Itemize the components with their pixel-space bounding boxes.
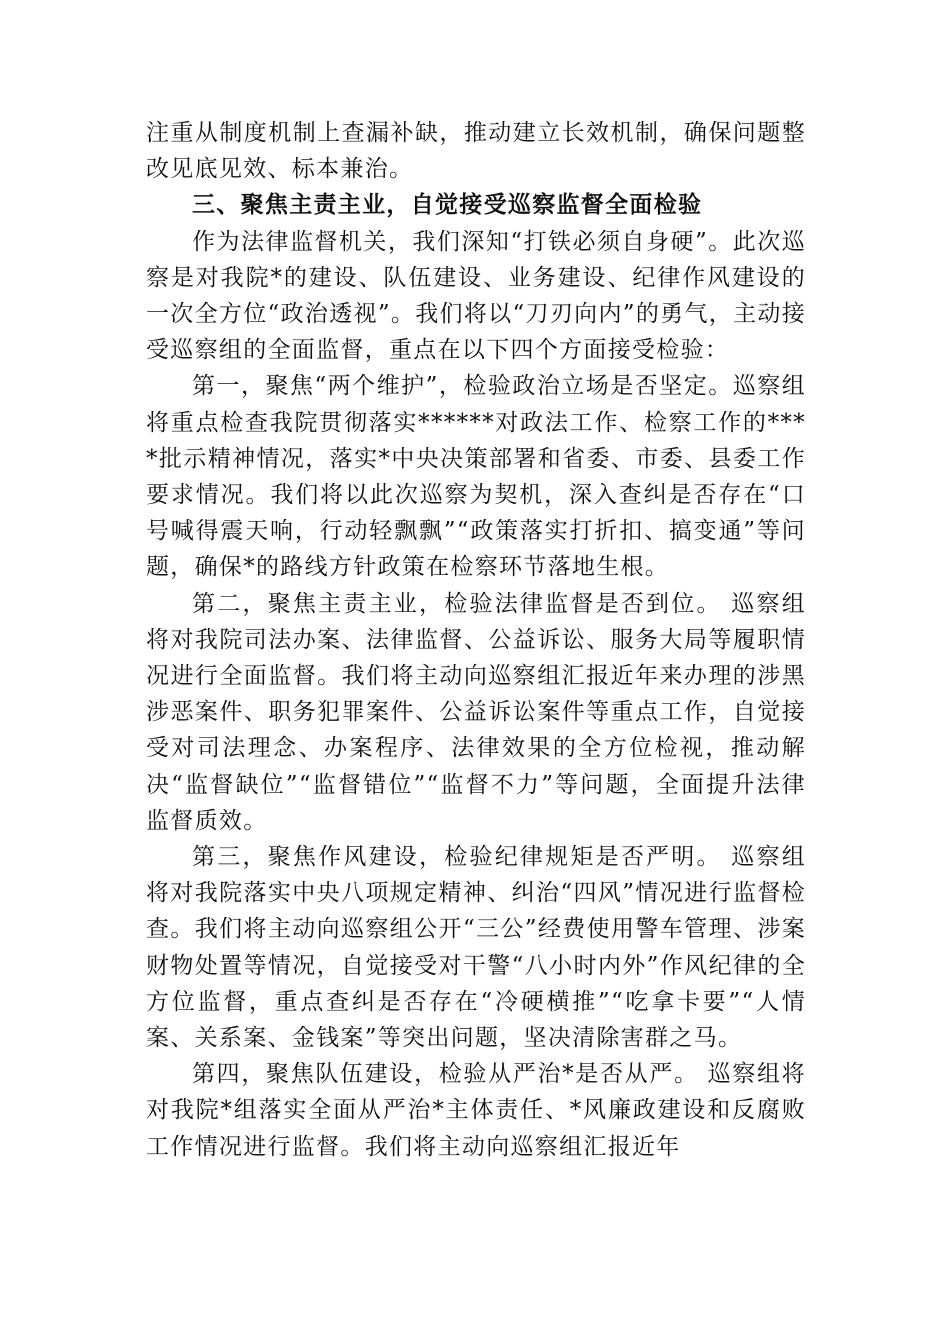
point-two-paragraph: 第二，聚焦主责主业，检验法律监督是否到位。 巡察组将对我院司法办案、法律监督、公益诉讼、服务大局等履职情况进行全面监督。我们将主动向巡察组汇报近年来办理的涉黑涉恶案件、职务犯罪案件、公益诉讼案件等重点工作，自觉接受对司法理念、办案程序、法律效果的全方位检视，推动解决“监督缺位”“监督错位”“监督不力”等问题，全面提升法律监督质效。 — [146, 590, 806, 834]
point-three-paragraph: 第三，聚焦作风建设，检验纪律规矩是否严明。 巡察组将对我院落实中央八项规定精神、纠治“四风”情况进行监督检查。我们将主动向巡察组公开“三公”经费使用警车管理、涉案财物处置等情况，自觉接受对干警“八小时内外”作风纪律的全方位监督，重点查纠是否存在“冷硬横推”“吃拿卡要”“人情案、关系案、金钱案”等突出问题，坚决清除害群之马。 — [146, 844, 806, 1052]
point-one-paragraph: 第一，聚焦“两个维护”，检验政治立场是否坚定。巡察组将重点检查我院贯彻落实******对政法工作、检察工作的****批示精神情况，落实*中央决策部署和省委、市委、县委工作要求情况。我们将以此次巡察为契机，深入查纠是否存在“口号喊得震天响，行动轻飘飘”“政策落实打折扣、搞变通”等问题，确保*的路线方针政策在检察环节落地生根。 — [146, 373, 806, 581]
continuation-paragraph: 注重从制度机制上查漏补缺，推动建立长效机制，确保问题整改见底见效、标本兼治。 — [146, 120, 806, 183]
intro-paragraph: 作为法律监督机关，我们深知“打铁必须自身硬”。此次巡察是对我院*的建设、队伍建设、业务建设、纪律作风建设的一次全方位“政治透视”。我们将以“刀刃向内”的勇气，主动接受巡察组的全面监督，重点在以下四个方面接受检验： — [146, 228, 806, 364]
section-heading: 三、聚焦主责主业，自觉接受巡察监督全面检验 — [192, 192, 703, 219]
point-four-paragraph: 第四，聚焦队伍建设，检验从严治*是否从严。 巡察组将对我院*组落实全面从严治*主体责任、*风廉政建设和反腐败工作情况进行监督。我们将主动向巡察组汇报近年 — [146, 1061, 806, 1160]
document-body — [146, 115, 806, 1165]
